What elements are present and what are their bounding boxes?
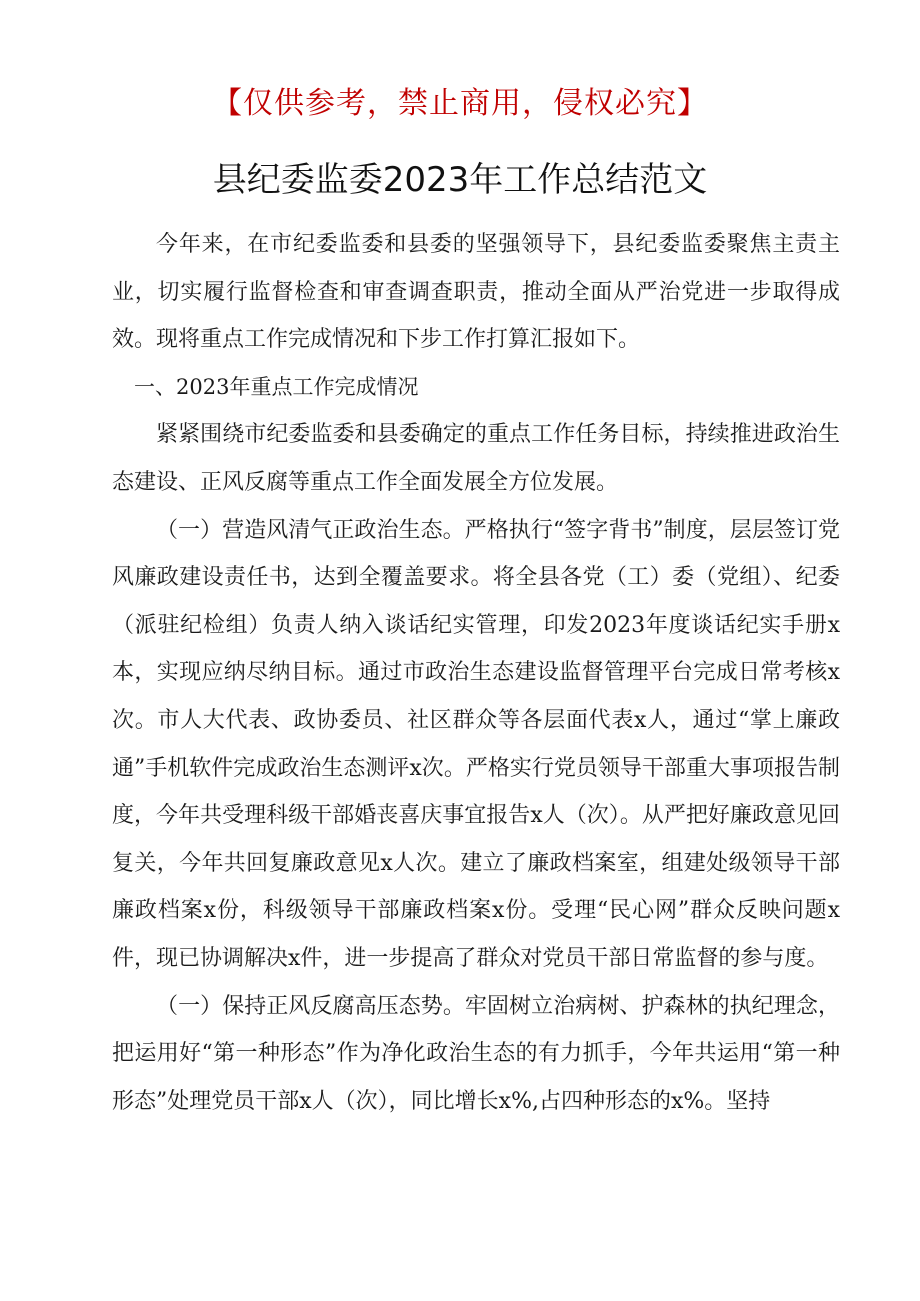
section-intro-paragraph: 紧紧围绕市纪委监委和县委确定的重点工作任务目标，持续推进政治生态建设、正风反腐等重点工作全面发展全方位发展。 [112, 422, 840, 495]
section-heading: 一、2023年重点工作完成情况 [134, 374, 419, 399]
item-paragraph-2: （一）保持正风反腐高压态势。牢固树立治病树、护森林的执纪理念，把运用好“第一种形态”作为净化政治生态的有力抓手，今年共运用“第一种形态”处理党员干部x人（次），同比增长x%,占四种形态的x%。坚持 [112, 993, 840, 1114]
document-title: 县纪委监委2023年工作总结范文 [212, 160, 708, 200]
document-body [112, 221, 840, 1125]
item-paragraph-1: （一）营造风清气正政治生态。严格执行“签字背书”制度，层层签订党风廉政建设责任书，达到全覆盖要求。将全县各党（工）委（党组）、纪委（派驻纪检组）负责人纳入谈话纪实管理，印发2023年度谈话纪实手册x本，实现应纳尽纳目标。通过市政治生态建设监督管理平台完成日常考核x次。市人大代表、政协委员、社区群众等各层面代表x人，通过“掌上廉政通”手机软件完成政治生态测评x次。严格实行党员领导干部重大事项报告制度，今年共受理科级干部婚丧喜庆事宜报告x人（次）。从严把好廉政意见回复关，今年共回复廉政意见x人次。建立了廉政档案室，组建处级领导干部廉政档案x份，科级领导干部廉政档案x份。受理“民心网”群众反映问题x件，现已协调解决x件，进一步提高了群众对党员干部日常监督的参与度。 [112, 517, 840, 971]
intro-paragraph: 今年来，在市纪委监委和县委的坚强领导下，县纪委监委聚焦主责主业，切实履行监督检查和审查调查职责，推动全面从严治党进一步取得成效。现将重点工作完成情况和下步工作打算汇报如下。 [112, 232, 840, 353]
watermark-notice: 【仅供参考，禁止商用，侵权必究】 [212, 86, 708, 121]
